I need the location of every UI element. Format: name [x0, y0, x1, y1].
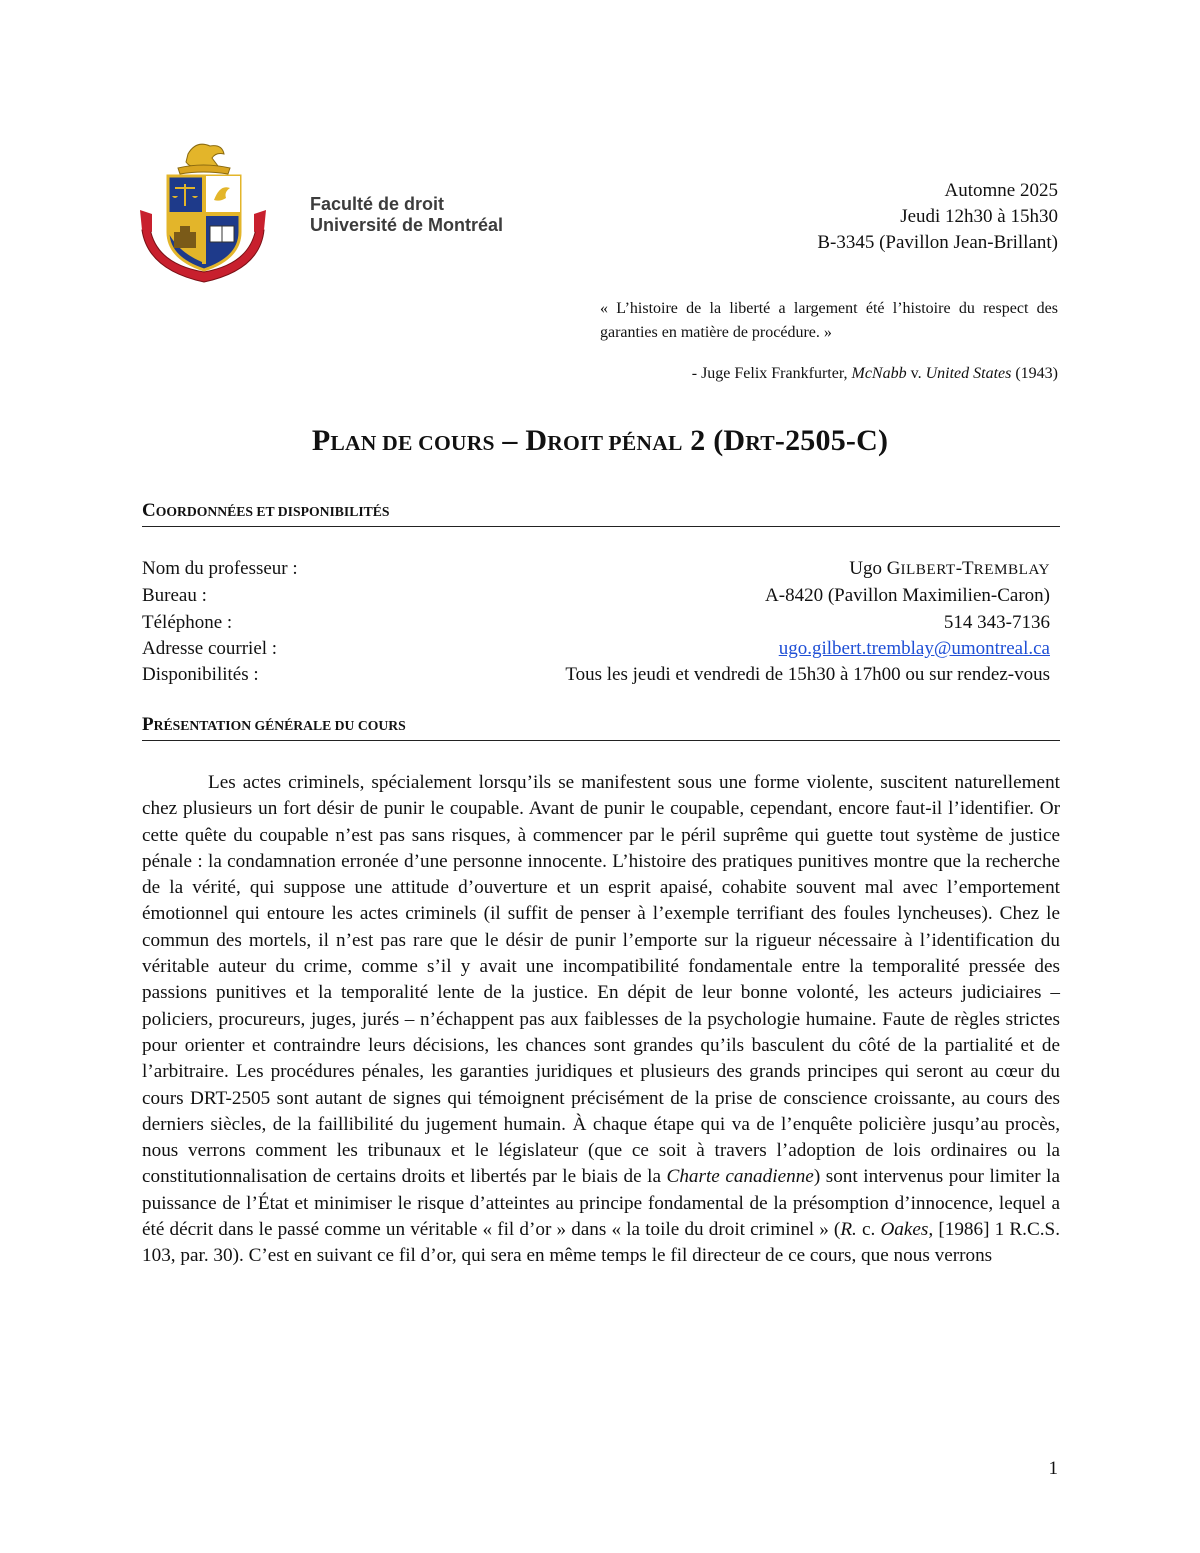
contact-label: Disponibilités : [142, 664, 259, 686]
email-link[interactable]: ugo.gilbert.tremblay@umontreal.ca [778, 637, 1050, 659]
lion-icon [178, 144, 230, 174]
section-heading-contact [142, 500, 1060, 527]
attribution-prefix: - Juge Felix Frankfurter, [691, 365, 852, 382]
contact-table [142, 556, 1050, 688]
name-part: -T [955, 558, 974, 579]
phone-value: 514 343-7136 [943, 611, 1050, 633]
title-part: 2 (D [682, 424, 746, 457]
office-value: A-8420 (Pavillon Maximilien-Caron) [765, 585, 1050, 607]
title-part: RT [745, 431, 775, 455]
title-part: -2505-C) [774, 424, 889, 457]
professor-name [849, 556, 1050, 583]
case-name-2: United States [925, 365, 1012, 382]
heading-cap: P [142, 714, 154, 735]
heading-rest: OORDONNÉES ET DISPONIBILITÉS [155, 504, 390, 519]
contact-row [142, 583, 1050, 609]
page-number: 1 [1048, 1458, 1058, 1479]
page-title [0, 424, 1200, 458]
case-v: v. [906, 365, 926, 382]
title-part: ROIT PÉNAL [547, 431, 683, 455]
book-icon [210, 226, 234, 242]
contact-row [142, 662, 1050, 688]
faculty-name [310, 194, 503, 236]
university-crest-logo [138, 140, 268, 286]
title-part: D [525, 424, 548, 457]
room: B-3345 (Pavillon Jean-Brillant) [817, 232, 1058, 253]
faculty-line-1: Faculté de droit [310, 194, 445, 214]
email-value [779, 636, 1050, 662]
contact-row [142, 610, 1050, 636]
paragraph-text: c. [856, 1219, 881, 1241]
contact-label: Bureau : [142, 585, 207, 607]
paragraph-text: [1986] 1 R.C.S. 103, par. 30). C’est en suivant ce fil d’or, qui sera en même temps le fil directeur de ce cours, que nous verrons [142, 1219, 1061, 1267]
contact-label: Téléphone : [142, 611, 233, 633]
faculty-line-2: Université de Montréal [310, 215, 504, 235]
paragraph-italic: Oakes, [880, 1219, 934, 1241]
contact-label: Nom du professeur : [142, 558, 298, 579]
contact-row [142, 556, 1050, 583]
paragraph-italic: R. [840, 1219, 857, 1241]
paragraph-text: ) sont intervenus pour limiter la puissance de l’État et minimiser le risque d’atteintes au principe fondamental de la présomption d’innocence, lequel a été décrit dans le passé comme un véritable « fil d’or » dans « la toile du droit criminel » ( [142, 1166, 1060, 1241]
heading-cap: C [142, 500, 156, 521]
case-name-1: McNabb [851, 365, 907, 382]
availability-value: Tous les jeudi et vendredi de 15h30 à 17h00 ou sur rendez-vous [565, 664, 1050, 686]
course-meta [817, 178, 1058, 256]
epigraph-attribution [692, 363, 1058, 385]
epigraph-quote: « L’histoire de la liberté a largement été l’histoire du respect des garanties en matière de procédure. » [600, 300, 1058, 341]
name-part: ILBERT [900, 561, 956, 578]
presentation-paragraph [142, 770, 1060, 1270]
contact-label: Adresse courriel : [142, 637, 278, 659]
paragraph-italic: Charte canadienne [666, 1166, 814, 1188]
section-heading-presentation [142, 714, 1060, 741]
heading-rest: RÉSENTATION GÉNÉRALE DU COURS [153, 718, 406, 733]
schedule: Jeudi 12h30 à 15h30 [900, 206, 1058, 227]
title-part: P [311, 424, 331, 457]
session: Automne 2025 [944, 180, 1058, 201]
title-part: – [494, 424, 526, 457]
name-part: Ugo G [849, 558, 901, 579]
name-part: REMBLAY [973, 561, 1050, 578]
contact-row [142, 636, 1050, 662]
case-year: (1943) [1011, 365, 1058, 382]
title-part: LAN DE COURS [330, 431, 495, 455]
paragraph-text: Les actes criminels, spécialement lorsqu’ils se manifestent sous une forme violente, suscitent naturellement chez plusieurs un fort désir de punir le coupable. Avant de punir le coupable, cependant, encore faut-il l’identifier. Or cette quête du coupable n’est pas sans risques, à commencer par le péril suprême qui guette tout système de justice pénale : la condamnation erronée d’une personne innocente. L’histoire des pratiques punitives montre que la recherche de la vérité, qui suppose une attitude d’ouverture et un esprit apaisé, cohabite souvent mal avec l’emportement émotionnel qui entoure les actes criminels (il suffit de penser à l’exemple terrifiant des foules lyncheuses). Chez le commun des mortels, il n’est pas rare que le désir de punir l’emporte sur la rigueur nécessaire à l’identification du véritable auteur du crime, comme s’il y avait une incompatibilité fondamentale entre la temporalité pressée des passions punitives et la temporalité lente de la justice. En dépit de leur bonne volonté, les acteurs judiciaires – policiers, procureurs, juges, jurés – n’échappent pas aux faiblesses de la psychologie humaine. Faute de règles strictes pour orienter et contraindre leurs décisions, les chances sont grandes qu’ils basculent du côté de la partialité et de l’arbitraire. Les procédures pénales, les garanties juridiques et plusieurs des grands principes qui seront au cœur du cours DRT-2505 sont autant de signes qui témoignent précisément de la prise de conscience croissante, au cours des derniers siècles, de la faillibilité du jugement humain. À chaque étape qui va de l’enquête policière jusqu’au procès, nous verrons comment les tribunaux et le législateur (que ce soit à travers l’adoption de lois ordinaires ou la constitutionnalisation de certains droits et libertés par le biais de la [142, 772, 1060, 1188]
